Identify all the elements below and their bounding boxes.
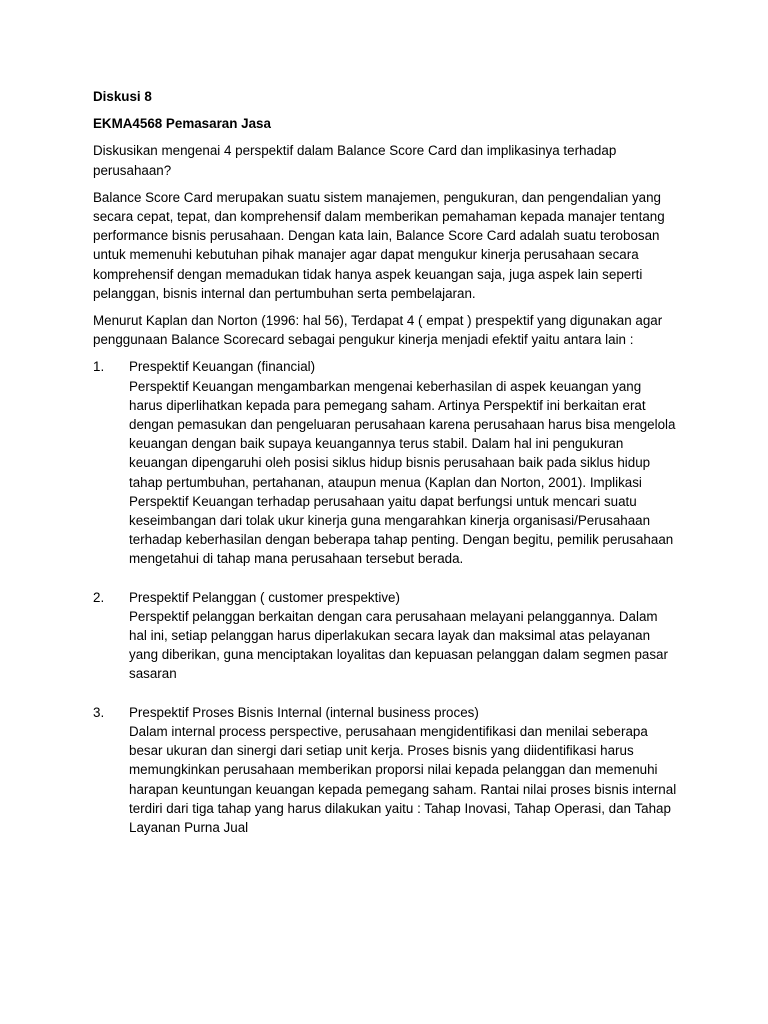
perspective-list [93,357,678,837]
list-item-text: Perspektif Keuangan mengambarkan mengenai keberhasilan di aspek keuangan yang harus diperlihatkan kepada para pemegang saham. Artinya Perspektif ini berkaitan erat dengan pemasukan dan pengeluaran perusahaan karena perusahaan harus bisa mengelola keuangan dengan baik supaya keuangannya terus stabil. Dalam hal ini pengukuran keuangan dipengaruhi oleh posisi siklus hidup bisnis perusahaan baik pada siklus hidup tahap pertumbuhan, pertahanan, ataupun menua (Kaplan dan Norton, 2001). Implikasi Perspektif Keuangan terhadap perusahaan yaitu dapat berfungsi untuk mencari suatu keseimbangan dari tolak ukur kinerja guna mengarahkan kinerja organisasi/Perusahaan terhadap keberhasilan dengan beberapa tahap penting. Dengan begitu, pemilik perusahaan mengetahui di tahap mana perusahaan tersebut berada. [129,378,676,567]
discussion-question: Diskusikan mengenai 4 perspektif dalam Balance Score Card dan implikasinya terhadap perusahaan? [93,143,617,178]
list-item [93,357,678,568]
list-item [93,588,678,684]
list-item-text: Perspektif pelanggan berkaitan dengan cara perusahaan melayani pelanggannya. Dalam hal ini, setiap pelanggan harus diperlakukan secara layak dan maksimal atas pelayanan yang diberikan, guna menciptakan loyalitas dan kepuasan pelanggan dalam segmen pasar sasaran [129,608,668,682]
list-item-number: 3. [93,704,105,720]
list-item-title: Prespektif Proses Bisnis Internal (internal business proces) [129,704,479,720]
list-item-title: Prespektif Keuangan (financial) [129,359,316,375]
kaplan-norton-paragraph: Menurut Kaplan dan Norton (1996: hal 56), Terdapat 4 ( empat ) prespektif yang digunakan agar penggunaan Balance Scorecard sebagai pengukur kinerja menjadi efektif yaitu antara lain : [93,313,663,348]
list-item-number: 1. [93,359,105,375]
course-title: EKMA4568 Pemasaran Jasa [93,116,271,132]
list-item-body [129,357,677,568]
list-item [93,703,678,837]
list-item-number: 2. [93,589,105,605]
list-item-title: Prespektif Pelanggan ( customer prespektive) [129,589,400,605]
list-item-body [129,588,677,684]
intro-paragraph: Balance Score Card merupakan suatu sistem manajemen, pengukuran, dan pengendalian yang secara cepat, tepat, dan komprehensif dalam memberikan pemahaman kepada manajer tentang performance bisnis perusahaan. Dengan kata lain, Balance Score Card adalah suatu terobosan untuk memenuhi kebutuhan pihak manajer agar dapat mengukur kinerja perusahaan secara komprehensif dengan memadukan tidak hanya aspek keuangan saja, juga aspek lain seperti pelanggan, bisnis internal dan pertumbuhan serta pembelajaran. [93,189,665,301]
list-item-body [129,703,677,837]
document-content [93,87,678,856]
document-title: Diskusi 8 [93,89,152,104]
list-item-text: Dalam internal process perspective, perusahaan mengidentifikasi dan menilai seberapa besar ukuran dan sinergi dari setiap unit kerja. Proses bisnis yang diidentifikasi harus memungkinkan perusahaan memberikan proporsi nilai kepada pelanggan dan memenuhi harapan keuntungan keuangan kepada pemegang saham. Rantai nilai proses bisnis internal terdiri dari tiga tahap yang harus dilakukan yaitu : Tahap Inovasi, Tahap Operasi, dan Tahap Layanan Purna Jual [129,723,677,835]
